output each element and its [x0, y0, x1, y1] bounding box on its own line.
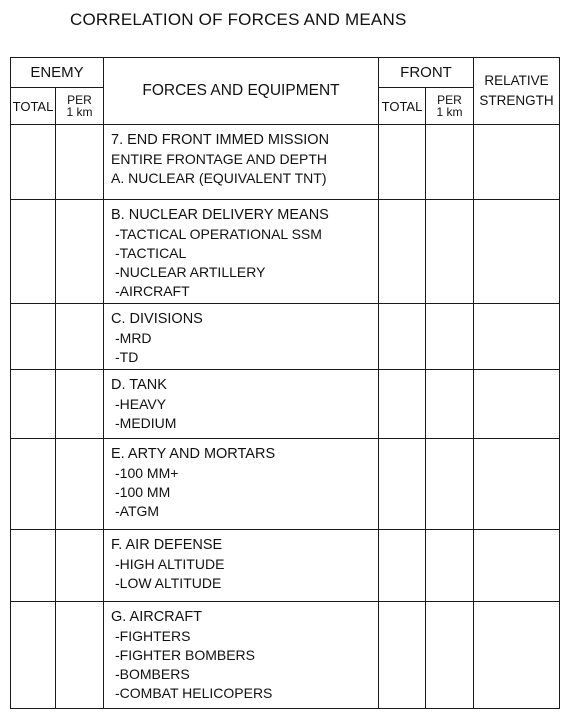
enemy-total-cell[interactable]: [11, 601, 56, 708]
item-label: -MEDIUM: [115, 414, 177, 431]
front-total-cell[interactable]: [379, 369, 426, 438]
item-label: C. DIVISIONS: [111, 310, 203, 327]
forces-cell: [104, 369, 379, 438]
enemy-per-km-cell[interactable]: [56, 200, 104, 303]
enemy-total-cell[interactable]: [11, 125, 56, 200]
table-row: [11, 439, 560, 530]
item-label: -AIRCRAFT: [115, 283, 190, 300]
front-per-km-header: [426, 88, 474, 125]
enemy-km-label: 1 km: [66, 105, 93, 120]
enemy-per-km-cell[interactable]: [56, 125, 104, 200]
forces-cell: [104, 530, 379, 601]
item-label: -FIGHTERS: [115, 627, 191, 644]
item-label: A. NUCLEAR (EQUIVALENT TNT): [111, 170, 327, 187]
front-total-cell[interactable]: [379, 601, 426, 708]
front-per-km-cell[interactable]: [426, 369, 474, 438]
front-km-label: 1 km: [436, 105, 463, 120]
item-label: -TACTICAL: [115, 245, 187, 262]
front-total-cell[interactable]: [379, 530, 426, 601]
forces-cell: [104, 125, 379, 200]
front-per-km-cell[interactable]: [426, 601, 474, 708]
item-label: B. NUCLEAR DELIVERY MEANS: [111, 207, 329, 224]
relative-strength-cell[interactable]: [474, 530, 560, 601]
item-label: -HIGH ALTITUDE: [115, 556, 225, 573]
relative-header-line1: RELATIVE: [484, 73, 549, 89]
item-label: F. AIR DEFENSE: [111, 537, 223, 554]
forces-cell: [104, 601, 379, 708]
enemy-per-km-cell[interactable]: [56, 530, 104, 601]
front-total-cell[interactable]: [379, 200, 426, 303]
relative-strength-cell[interactable]: [474, 200, 560, 303]
table-body: [11, 58, 560, 709]
header-row-top: [11, 58, 560, 88]
item-label: E. ARTY AND MORTARS: [111, 446, 276, 463]
front-total-cell[interactable]: [379, 303, 426, 369]
enemy-per-km-cell[interactable]: [56, 601, 104, 708]
item-label: -FIGHTER BOMBERS: [115, 646, 256, 663]
enemy-total-cell[interactable]: [11, 369, 56, 438]
forces-header: FORCES AND EQUIPMENT: [104, 58, 379, 125]
correlation-table: [10, 57, 560, 709]
front-total-header: TOTAL: [379, 88, 426, 125]
front-per-km-cell[interactable]: [426, 200, 474, 303]
item-label: -MRD: [115, 329, 152, 346]
relative-strength-cell[interactable]: [474, 303, 560, 369]
relative-strength-header: [474, 58, 560, 125]
item-label: -100 MM: [115, 484, 171, 501]
table-row: [11, 530, 560, 601]
item-label: ENTIRE FRONTAGE AND DEPTH: [111, 151, 327, 168]
front-per-km-cell[interactable]: [426, 303, 474, 369]
table-row: [11, 601, 560, 708]
enemy-per-km-cell[interactable]: [56, 369, 104, 438]
table-row: [11, 125, 560, 200]
relative-strength-cell[interactable]: [474, 125, 560, 200]
front-per-label: PER: [437, 93, 462, 108]
front-total-cell[interactable]: [379, 125, 426, 200]
forces-cell: [104, 303, 379, 369]
enemy-total-header: TOTAL: [11, 88, 56, 125]
forces-cell: [104, 200, 379, 303]
front-per-km-cell[interactable]: [426, 125, 474, 200]
relative-header-line2: STRENGTH: [479, 93, 554, 109]
enemy-per-km-cell[interactable]: [56, 439, 104, 530]
item-label: D. TANK: [111, 376, 167, 393]
front-per-km-cell[interactable]: [426, 530, 474, 601]
item-label: -LOW ALTITUDE: [115, 575, 222, 592]
enemy-total-cell[interactable]: [11, 303, 56, 369]
forces-cell: [104, 439, 379, 530]
front-per-km-cell[interactable]: [426, 439, 474, 530]
table-row: [11, 200, 560, 303]
item-label: -BOMBERS: [115, 665, 190, 682]
relative-strength-cell[interactable]: [474, 601, 560, 708]
item-label: -COMBAT HELICOPERS: [115, 684, 273, 701]
item-label: -TACTICAL OPERATIONAL SSM: [115, 226, 322, 243]
relative-strength-cell[interactable]: [474, 439, 560, 530]
enemy-per-km-header: [56, 88, 104, 125]
item-label: -NUCLEAR ARTILLERY: [115, 264, 266, 281]
item-label: -TD: [115, 348, 139, 365]
item-label: 7. END FRONT IMMED MISSION: [111, 132, 330, 149]
enemy-per-label: PER: [67, 93, 92, 108]
item-label: -ATGM: [115, 503, 160, 520]
enemy-header: ENEMY: [11, 58, 104, 88]
table-row: [11, 303, 560, 369]
item-label: G. AIRCRAFT: [111, 608, 203, 625]
enemy-total-cell[interactable]: [11, 530, 56, 601]
enemy-total-cell[interactable]: [11, 200, 56, 303]
enemy-per-km-cell[interactable]: [56, 303, 104, 369]
table-row: [11, 369, 560, 438]
relative-strength-cell[interactable]: [474, 369, 560, 438]
enemy-total-cell[interactable]: [11, 439, 56, 530]
page-title: CORRELATION OF FORCES AND MEANS: [70, 10, 407, 29]
item-label: -100 MM+: [115, 465, 179, 482]
front-total-cell[interactable]: [379, 439, 426, 530]
item-label: -HEAVY: [115, 395, 167, 412]
front-header: FRONT: [379, 58, 474, 88]
